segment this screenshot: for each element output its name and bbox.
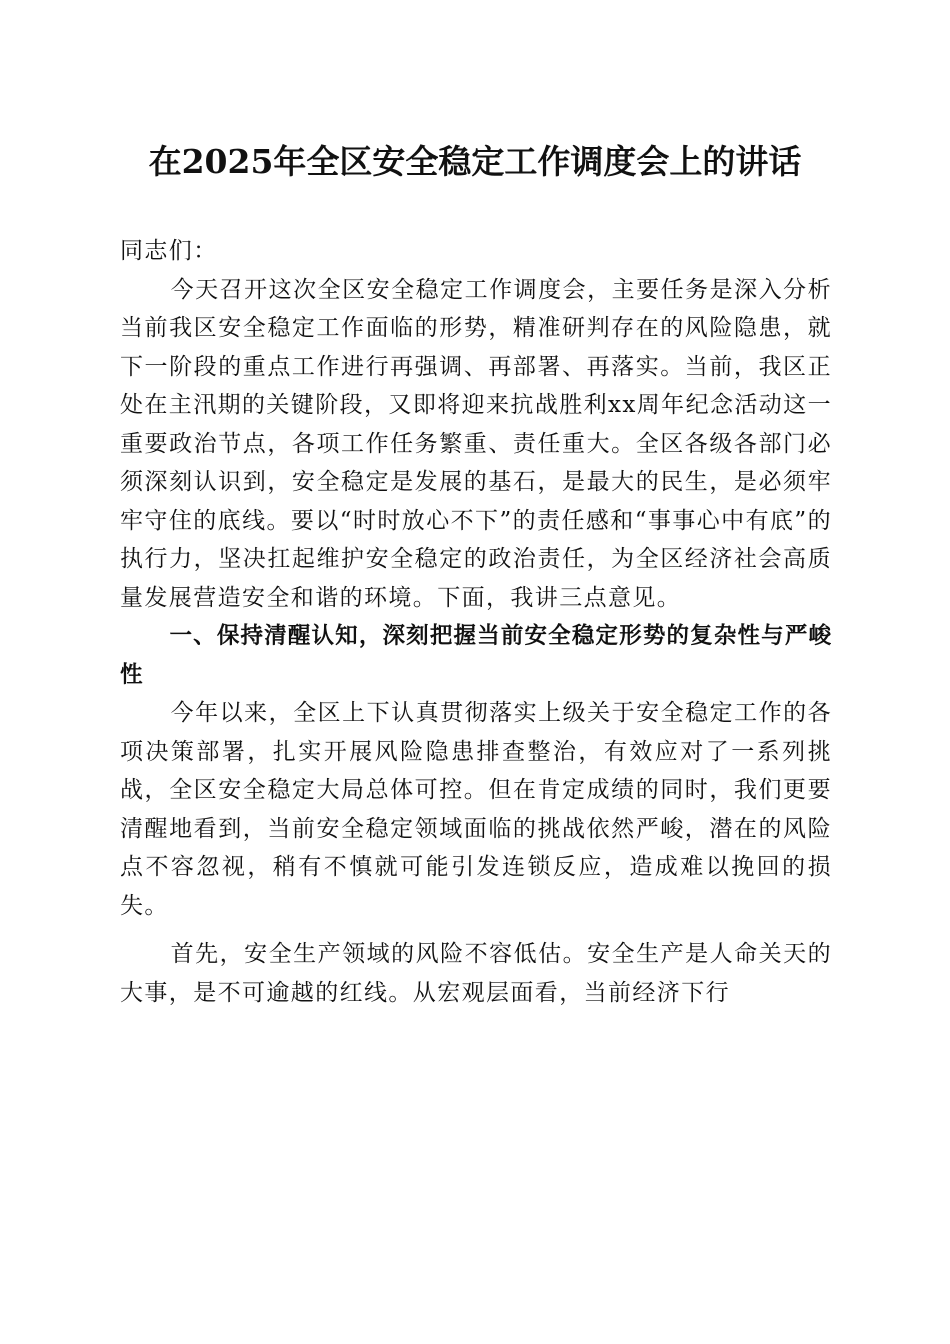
section-heading: 一、保持清醒认知，深刻把握当前安全稳定形势的复杂性与严峻性 [120, 623, 832, 688]
section-paragraph: 首先，安全生产领域的风险不容低估。安全生产是人命关天的大事，是不可逾越的红线。从宏观层面看，当前经济下行 [120, 941, 832, 1006]
document-title: 在2025年全区安全稳定工作调度会上的讲话 [148, 142, 802, 181]
document-body [120, 232, 832, 1012]
section-paragraph: 今年以来，全区上下认真贯彻落实上级关于安全稳定工作的各项决策部署，扎实开展风险隐患排查整治，有效应对了一系列挑战，全区安全稳定大局总体可控。但在肯定成绩的同时，我们更要清醒地看到，当前安全稳定领域面临的挑战依然严峻，潜在的风险点不容忽视，稍有不慎就可能引发连锁反应，造成难以挽回的损失。 [120, 700, 832, 919]
intro-paragraph: 今天召开这次全区安全稳定工作调度会，主要任务是深入分析当前我区安全稳定工作面临的形势，精准研判存在的风险隐患，就下一阶段的重点工作进行再强调、再部署、再落实。当前，我区正处在主汛期的关键阶段，又即将迎来抗战胜利xx周年纪念活动这一重要政治节点，各项工作任务繁重、责任重大。全区各级各部门必须深刻认识到，安全稳定是发展的基石，是最大的民生，是必须牢牢守住的底线。要以“时时放心不下”的责任感和“事事心中有底”的执行力，坚决扛起维护安全稳定的政治责任，为全区经济社会高质量发展营造安全和谐的环境。下面，我讲三点意见。 [120, 276, 832, 611]
greeting: 同志们： [120, 238, 218, 264]
